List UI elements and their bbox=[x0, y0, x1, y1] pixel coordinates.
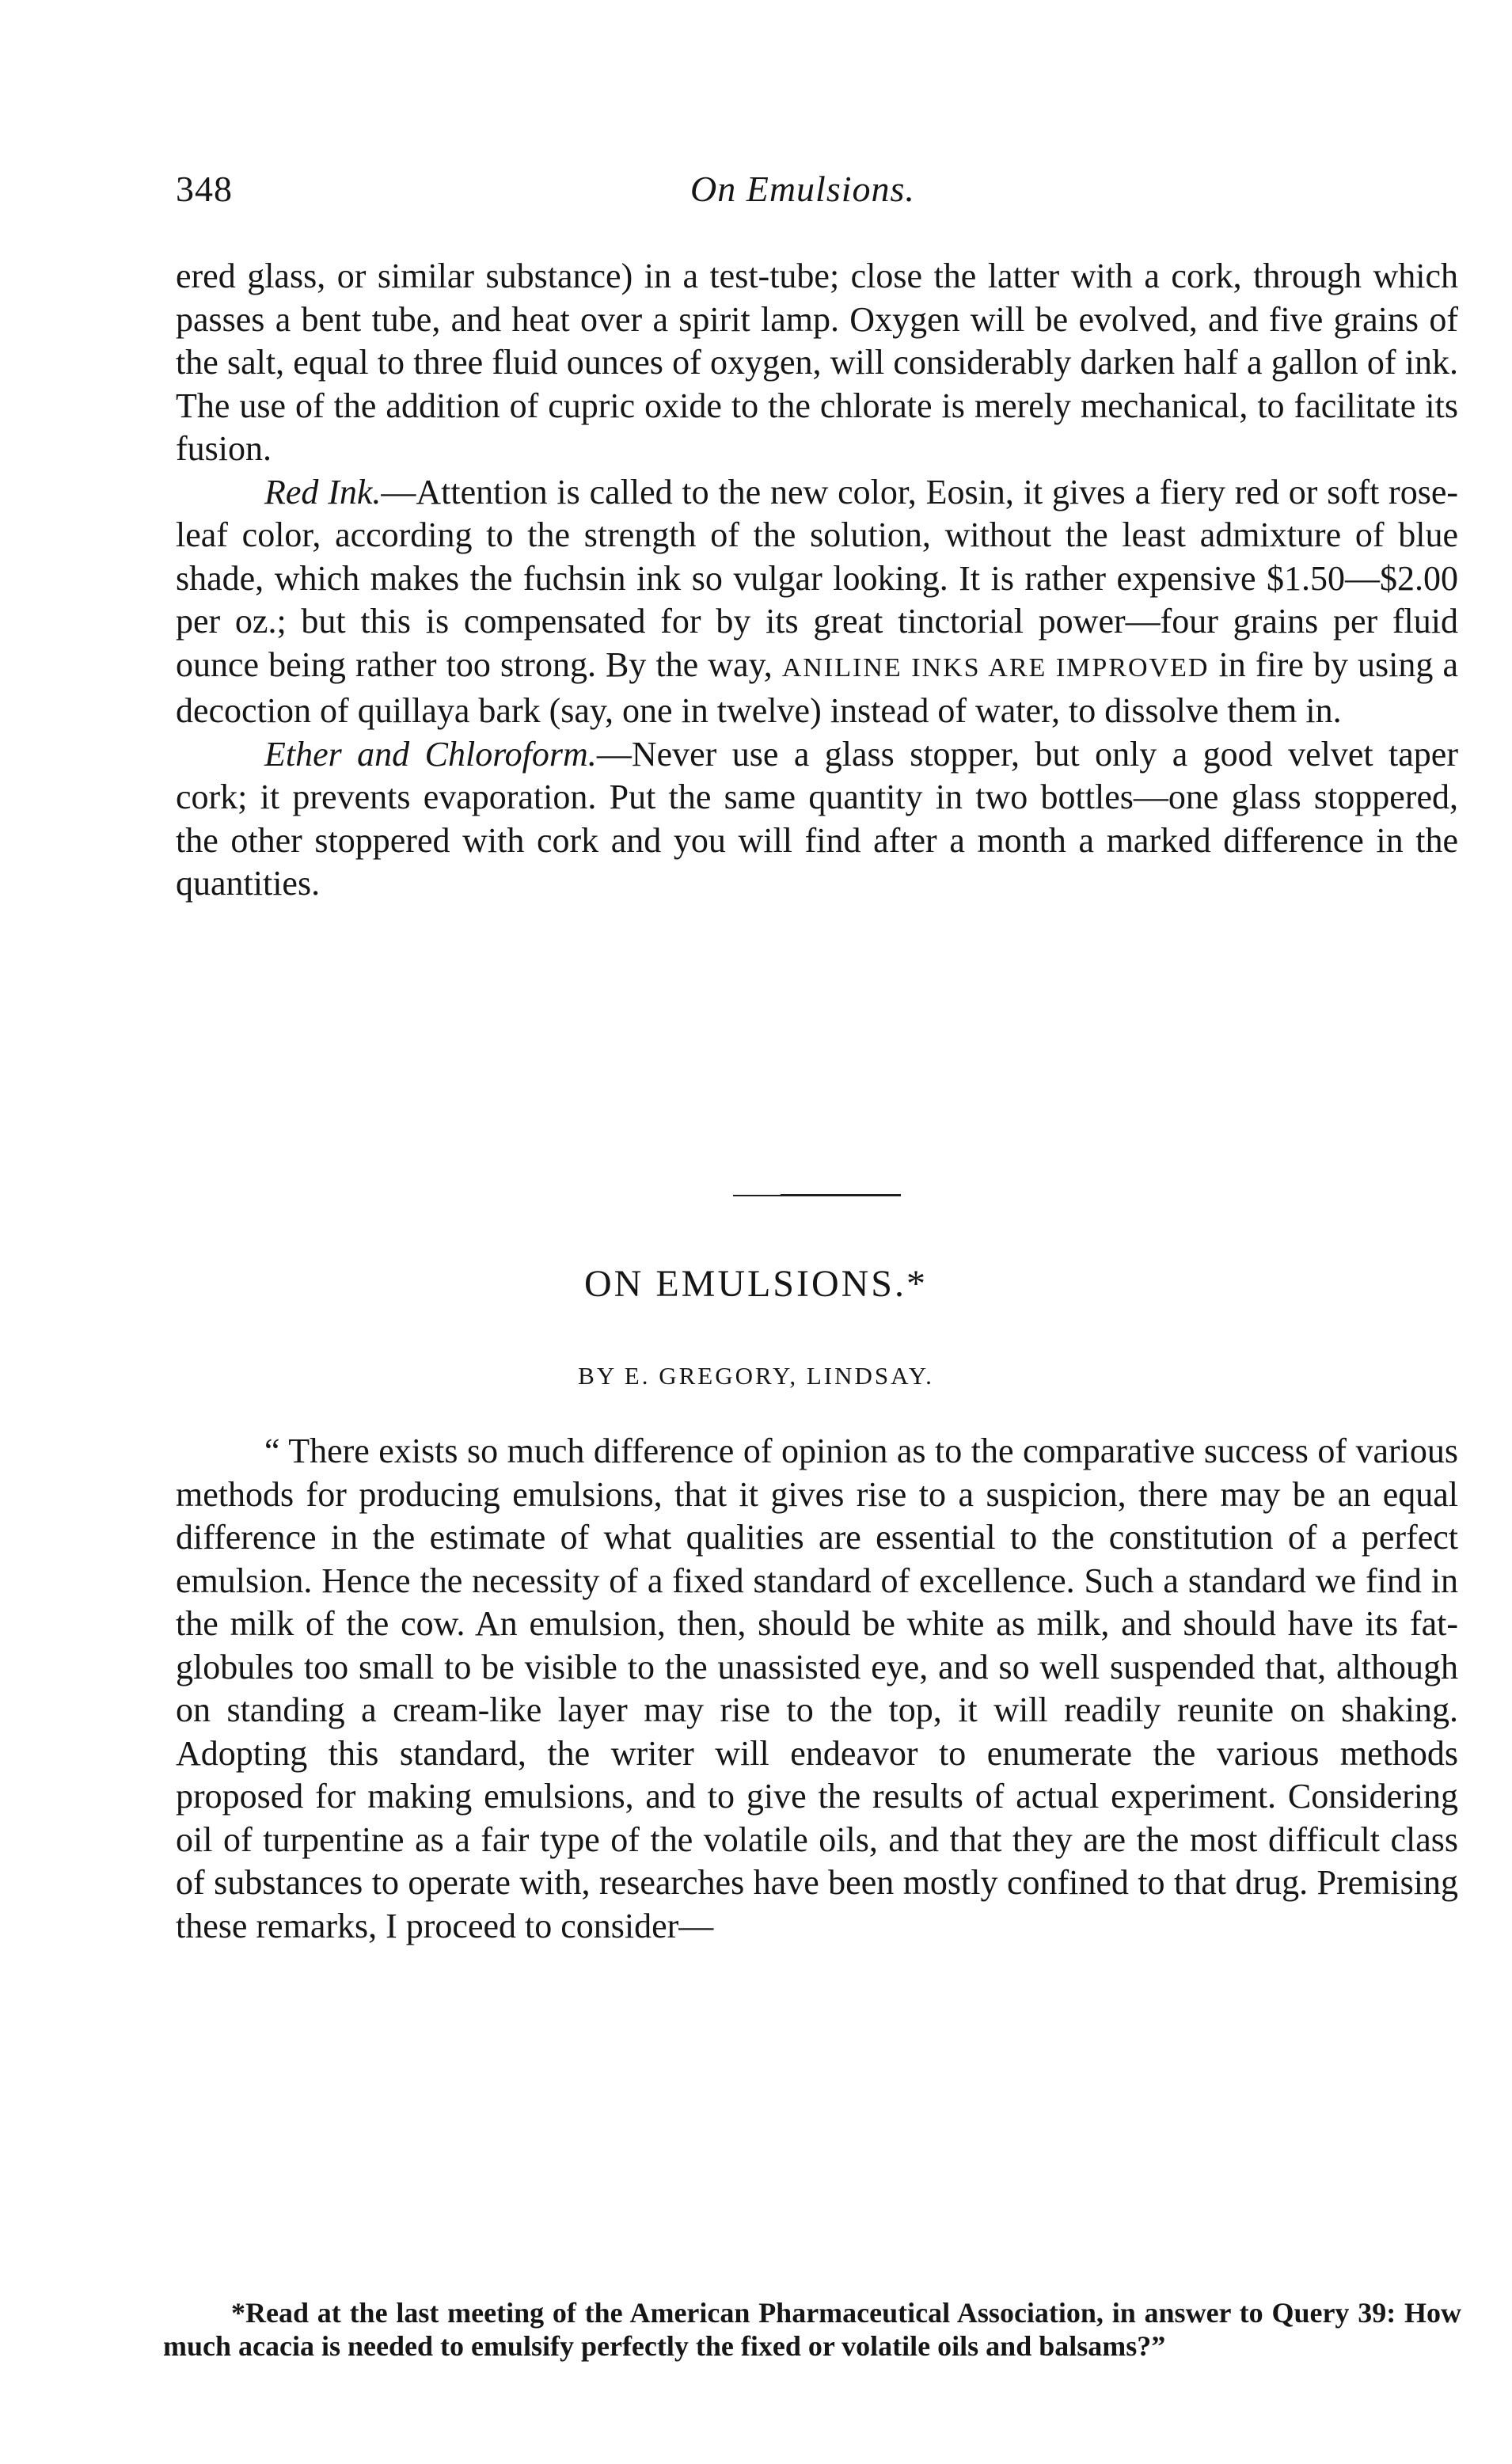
red-ink-smallcaps: ANILINE INKS ARE IMPROVED bbox=[781, 652, 1210, 683]
red-ink-text-1: —Attention is called to the new color, Eosin, it gives a fiery red or soft rose-leaf color, according to the strength of the solution, without the least admixture of blue shade, which makes the fuchsin ink so vulgar looking. It is rather expensive $1.50—$2.00 per oz.; but this is compensated for by its great tinctorial power—four grains per fluid ounce being rather too strong. By the way, bbox=[176, 472, 1458, 684]
running-title: On Emulsions. bbox=[690, 169, 915, 209]
section-divider-gap bbox=[733, 1193, 781, 1195]
ether-text: —Never use a glass stopper, but only a good velvet taper cork; it prevents evaporation. Put the same quantity in two bottles—one glass stoppered, the other stoppered with cork and you will find after a month a marked difference in the quantities. bbox=[176, 734, 1458, 903]
red-ink-heading: Red Ink. bbox=[264, 472, 382, 511]
footnote bbox=[163, 2296, 1461, 2363]
red-ink-paragraph bbox=[176, 471, 1458, 733]
red-ink-text-2: in fire by using a decoction of quillaya bark (say, one in twelve) instead of water, to dissolve them in. bbox=[176, 645, 1458, 730]
article-body-paragraph: “ There exists so much difference of opinion as to the comparative success of various methods for producing emulsions, that it gives rise to a suspicion, there may be an equal difference in the estimate of what qualities are essential to the constitution of a perfect emulsion. Hence the necessity of a fixed standard of excellence. Such a standard we find in the milk of the cow. An emulsion, then, should be white as milk, and should have its fat-globules too small to be visible to the unassisted eye, and so well suspended that, although on standing a cream-like layer may rise to the top, it will readily reunite on shaking. Adopting this standard, the writer will endeavor to enumerate the various methods proposed for making emulsions, and to give the results of actual experiment. Considering oil of turpentine as a fair type of the volatile oils, and that they are the most difficult class of substances to operate with, researches have been mostly confined to that drug. Premising these remarks, I proceed to consider— bbox=[176, 1432, 1458, 1945]
chlorate-paragraph: ered glass, or similar substance) in a test-tube; close the latter with a cork, through which passes a bent tube, and heat over a spirit lamp. Oxygen will be evolved, and five grains of the salt, equal to three fluid ounces of oxygen, will considerably darken half a gallon of ink. The use of the addition of cupric oxide to the chlorate is merely mechanical, to facilitate its fusion. bbox=[176, 257, 1458, 468]
previous-article-text bbox=[176, 255, 1458, 906]
article-body bbox=[176, 1430, 1458, 1948]
ether-heading: Ether and Chloroform. bbox=[264, 734, 597, 774]
article-byline: BY E. GREGORY, LINDSAY. bbox=[578, 1362, 934, 1390]
footnote-text: *Read at the last meeting of the American Pharmaceutical Association, in answer to Query 39: How much acacia is needed to emulsify perfectly the fixed or volatile oils and balsams?” bbox=[163, 2297, 1461, 2362]
article-title: ON EMULSIONS.* bbox=[583, 1263, 928, 1305]
page-number: 348 bbox=[176, 169, 233, 209]
ether-paragraph bbox=[176, 733, 1458, 906]
running-head bbox=[176, 168, 1458, 215]
